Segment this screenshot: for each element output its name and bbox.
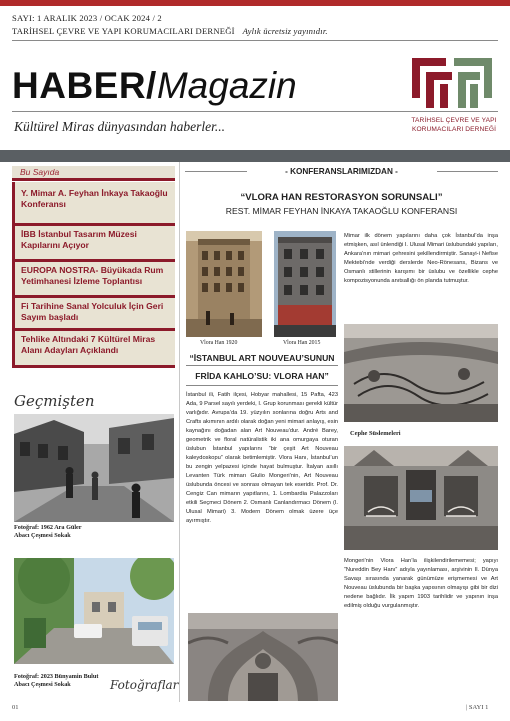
section-heading-line-right (437, 171, 498, 172)
sidebar-divider (12, 178, 175, 181)
sidebar-item-feyhan[interactable]: Y. Mimar A. Feyhan İnkaya Takaoğlu Konferansı (12, 182, 175, 223)
fotograflar-heading: Fotoğraflar (110, 678, 179, 692)
historic-photo-1962 (14, 414, 174, 522)
photo2-caption-a: Fotoğraf: 2023 Bünyamin Bulut (14, 673, 99, 680)
org-name: TARİHSEL ÇEVRE VE YAPI KORUMACILARI DERNEĞİ (12, 26, 235, 36)
sidebar-heading: Bu Sayıda (12, 166, 175, 178)
section-heading: - KONFERANSLARIMIZDAN - (285, 167, 398, 176)
photo2-caption-b: Abacı Çeşmesi Sokak (14, 681, 71, 688)
inner-title-line-2: FRİDA KAHLO’SU: VLORA HAN” (195, 371, 329, 381)
free-note: Aylık ücretsiz yayınıdır. (242, 26, 328, 36)
article-subtitle: REST. MİMAR FEYHAN İNKAYA TAKAOĞLU KONFERANSI (225, 206, 458, 216)
sidebar-item-fi-tarihi[interactable]: Fi Tarihine Sanal Yolculuk İçin Geri Sayım başladı (12, 298, 175, 328)
ornament-detail-photo (188, 613, 338, 701)
association-logo-icon (408, 54, 498, 112)
masthead-bold: HABER/ (12, 65, 157, 106)
footer-issue: | SAYI 1 (466, 704, 489, 711)
page-number: 01 (12, 704, 19, 711)
sidebar-item-tehlike-altindaki[interactable]: Tehlike Altındaki 7 Kültürel Miras Alanı Adayları Açıklandı (12, 331, 175, 365)
vlora-han-1920-photo (186, 231, 262, 337)
vlora-han-2015-photo (274, 231, 336, 337)
inner-title-rule (186, 365, 338, 366)
issue-line: SAYI: 1 ARALIK 2023 / OCAK 2024 / 2 (12, 13, 162, 23)
masthead (12, 66, 297, 106)
article-body-left: İstanbul ili, Fatih ilçesi, Hobyar mahallesi, 15 Pafta, 423 Ada, 9 Parsel sayılı yerdeki, I. Grup korunması gerekli kültür varlığıdır. Avrupa’da 19. yüzyılın sonlarına doğru Arts and Crafts akımının ardılı olarak doğan yeni mimari anlayış, esin kaynağını doğadan alan Art Nouveau’dur. André Barey, geometrik ve floral natüralistik iki ana omurgaya oturan üslubun İstanbul yapılarını “bir çeşit Art Nouveau kaleydoskopu” olarak betimlemiştir. Vlora Hanı, İstanbul’un bu zengin yelpazesi içinde hayat bulmuştur. İtalyan asıllı Levanten Türk mimarı Giulio Mongeri’nin, Art Nouveau üslubunda öncesi ve sonrası olmayan tek eseridir. Prof. Dr. Cengiz Can mimarın yapıtlarını, 1. Lombardia Palazzoları etkili Seçmeci Dönem 2. Osmanlı Canlandırmacı Dönem (I. Ulusal Mimari) 3. Modern Dönem olmak üzere üçe ayırmıştır. (186, 392, 338, 524)
recent-photo-2023 (14, 558, 174, 664)
caption-2015: Vlora Han 2015 (283, 340, 321, 346)
article-body-right-2: Mongeri’nin Vlora Han’la ilişkilendirilememesi; yapıyı “Nureddin Bey Hanı” adıyla yayınlaması, arşivinin II. Dünya Savaşı sırasında yanarak günümüze erişmemesi ve Art Nouveau üslubunda bir başka yapısının olmayışı gibi bir dizi nedene bağlıdır. İlk yapım 1903 tarihlidir ve yapının inşa edilmiş olduğu vurgulanmıştır. (344, 558, 498, 609)
facade-detail-photo-1 (344, 324, 498, 422)
tagline: Kültürel Miras dünyasından haberler... (14, 119, 225, 134)
inner-title-line-1: “İSTANBUL ART NOUVEAU’SUNUN (189, 353, 335, 363)
article-body-right-1: Mimar ilk dönem yapılarını daha çok İstanbul’da inşa etmişken, asıl ünlendiği I. Ulusal Mimari üslubundaki yapıları, Ankara’nın mimari çehresini şekillendirmiştir. Sanayi-i Nefise Mektebi’nde verdiği derslerde Neo-Rönesans, Bizans ve Osmanlı stillerinin karışımı bir üslubu ve özellikle cephe kompozisyonunda anıtsallığı ön planda tutmuştur. (344, 233, 498, 284)
logo-text: TARİHSEL ÇEVRE VE YAPI KORUMACILARI DERNEĞİ (411, 117, 497, 133)
org-line (12, 26, 328, 36)
sidebar-item-europa-nostra[interactable]: EUROPA NOSTRA- Büyükada Rum Yetimhanesi İzleme Toplantısı (12, 262, 175, 295)
photo1-caption-a: Fotoğraf: 1962 Ara Güler (14, 524, 82, 531)
caption-1920: Vlora Han 1920 (200, 340, 238, 346)
section-band (0, 150, 510, 162)
article-title: “VLORA HAN RESTORASYON SORUNSALI” (240, 192, 443, 203)
photo1-caption-b: Abacı Çeşmesi Sokak (14, 532, 71, 539)
sidebar-item-tasarim-muzesi[interactable]: İBB İstanbul Tasarım Müzesi Kapılarını Açıyor (12, 226, 175, 259)
header-divider (12, 40, 498, 41)
column-divider (179, 162, 180, 702)
inner-title-rule (186, 385, 338, 386)
top-accent-bar (0, 0, 510, 6)
facade-caption: Cephe Süslemeleri (350, 430, 401, 437)
facade-detail-photo-2 (344, 446, 498, 550)
masthead-italic: Magazin (156, 65, 297, 106)
gecmisten-heading: Geçmişten (14, 392, 95, 410)
sidebar-divider (12, 365, 175, 368)
